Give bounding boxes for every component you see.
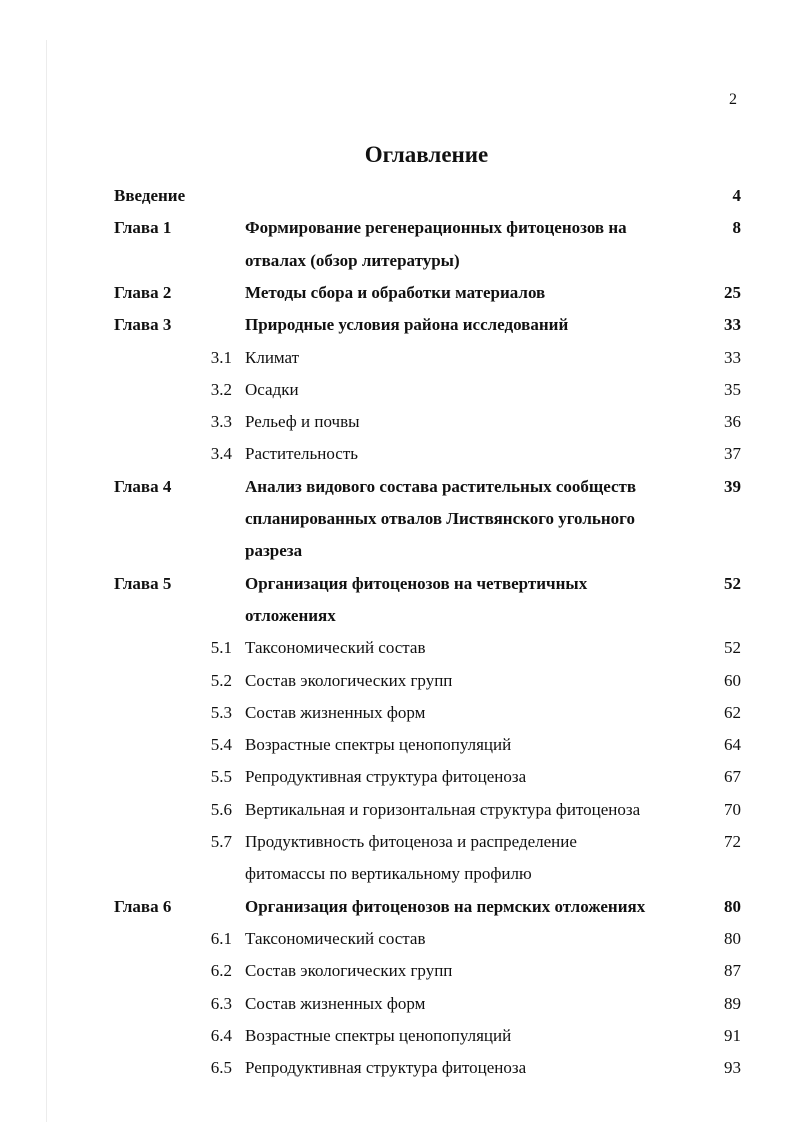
toc-page-number: 4 (732, 186, 741, 205)
toc-chapter-label: Глава 6 (114, 896, 172, 916)
toc-page-number: 37 (724, 444, 741, 464)
toc-section-number: 5.5 (210, 767, 232, 787)
toc-chapter-label: Введение (114, 186, 186, 205)
toc-entry (0, 184, 793, 208)
toc-entry (0, 572, 793, 596)
toc-page-number: 25 (724, 282, 741, 302)
toc-page-number: 80 (724, 928, 741, 948)
toc-entry (0, 410, 793, 434)
toc-entry-title: отвалах (обзор литературы) (245, 250, 460, 270)
toc-section-number: 5.1 (210, 638, 232, 658)
toc-section-number: 6.1 (210, 928, 232, 948)
toc-entry-title: Климат (245, 347, 300, 367)
toc-entry (0, 830, 793, 854)
toc-page-number: 67 (724, 767, 741, 787)
toc-entry-title: отложениях (245, 605, 336, 625)
toc-page-number: 33 (724, 347, 741, 367)
toc-page-number: 91 (724, 1025, 741, 1045)
toc-entry-title: Состав жизненных форм (245, 702, 426, 722)
toc-entry (0, 765, 793, 789)
toc-section-number: 6.5 (210, 1058, 232, 1078)
toc-page-number: 87 (724, 961, 741, 981)
toc-section-number: 6.4 (210, 1025, 232, 1045)
toc-chapter-label: Глава 2 (114, 282, 172, 302)
toc-chapter-label: Глава 1 (114, 218, 172, 238)
toc-entry (0, 281, 793, 305)
toc-entry-title: Возрастные спектры ценопопуляций (245, 1025, 512, 1045)
toc-page-number: 64 (724, 735, 741, 755)
toc-entry (0, 249, 793, 273)
toc-section-number: 5.2 (210, 670, 232, 690)
toc-entry-title: Вертикальная и горизонтальная структура фитоценоза (245, 799, 641, 819)
toc-entry (0, 733, 793, 757)
toc-entry-title: Рельеф и почвы (245, 412, 360, 432)
toc-entry-title: Таксономический состав (245, 638, 426, 658)
toc-page-number: 60 (724, 670, 741, 690)
page-title: Оглавление (364, 142, 489, 167)
toc-section-number: 3.4 (210, 444, 232, 464)
toc-page-number: 33 (724, 315, 741, 335)
toc-page-number: 80 (724, 896, 741, 916)
toc-entry (0, 701, 793, 725)
toc-entry (0, 927, 793, 951)
toc-section-number: 5.4 (210, 735, 232, 755)
toc-page-number: 70 (724, 799, 741, 819)
toc-page-number: 39 (724, 476, 741, 496)
toc-page-number: 93 (724, 1058, 741, 1078)
toc-entry (0, 313, 793, 337)
toc-entry-title: Репродуктивная структура фитоценоза (245, 1058, 527, 1078)
toc-entry (0, 378, 793, 402)
toc-page-number: 8 (732, 218, 741, 238)
toc-entry (0, 346, 793, 370)
toc-entry-title: Возрастные спектры ценопопуляций (245, 735, 512, 755)
toc-section-number: 3.1 (210, 347, 232, 367)
toc-section-number: 3.3 (210, 412, 232, 432)
toc-entry (0, 604, 793, 628)
toc-chapter-label: Глава 4 (114, 476, 172, 496)
toc-entry-title: Анализ видового состава растительных сообществ (245, 476, 637, 496)
toc-entry-title: разреза (245, 541, 303, 561)
toc-section-number: 3.2 (210, 379, 232, 399)
toc-page-number: 72 (724, 832, 741, 851)
toc-entry-title: Продуктивность фитоценоза и распределение (245, 832, 577, 851)
toc-entry (0, 1056, 793, 1080)
toc-entry (0, 959, 793, 983)
toc-entry (0, 1024, 793, 1048)
toc-page-number: 35 (724, 379, 741, 399)
toc-chapter-label: Глава 3 (114, 315, 172, 335)
toc-section-number: 5.7 (210, 832, 232, 851)
toc-entry (0, 992, 793, 1016)
toc-entry-title: Состав жизненных форм (245, 993, 426, 1013)
toc-section-number: 6.3 (210, 993, 232, 1013)
toc-entry-title: Осадки (245, 379, 299, 399)
toc-entry-title: Репродуктивная структура фитоценоза (245, 767, 527, 787)
toc-entry-title: Природные условия района исследований (245, 315, 569, 335)
toc-section-number: 5.6 (210, 799, 232, 819)
toc-page-number: 89 (724, 993, 741, 1013)
toc-entry (0, 862, 793, 886)
toc-page-number: 62 (724, 702, 741, 722)
toc-section-number: 5.3 (210, 702, 232, 722)
toc-entry (0, 539, 793, 563)
toc-section-number: 6.2 (210, 961, 232, 981)
toc-entry-title: Организация фитоценозов на четвертичных (245, 573, 588, 593)
toc-chapter-label: Глава 5 (114, 573, 172, 593)
toc-entry (0, 636, 793, 660)
toc-entry (0, 798, 793, 822)
toc-page-number: 52 (724, 638, 741, 658)
toc-entry-title: фитомассы по вертикальному профилю (245, 864, 532, 884)
toc-entry (0, 475, 793, 499)
toc-entry (0, 507, 793, 531)
toc-page-number: 36 (724, 412, 741, 432)
toc-entry-title: Состав экологических групп (245, 961, 453, 981)
page-number: 2 (729, 91, 737, 108)
toc-entry-title: Состав экологических групп (245, 670, 453, 690)
toc-entry (0, 895, 793, 919)
toc-entry-title: Формирование регенерационных фитоценозов на (245, 218, 627, 238)
toc-entry (0, 442, 793, 466)
toc-entry (0, 216, 793, 240)
toc-page-number: 52 (724, 573, 741, 593)
toc-entry-title: Организация фитоценозов на пермских отложениях (245, 896, 646, 916)
toc-entry-title: Таксономический состав (245, 928, 426, 948)
toc-entry-title: Растительность (245, 444, 359, 464)
toc-entry (0, 669, 793, 693)
toc-entry-title: спланированных отвалов Листвянского угольного (245, 509, 635, 528)
toc-entry-title: Методы сбора и обработки материалов (245, 282, 546, 302)
